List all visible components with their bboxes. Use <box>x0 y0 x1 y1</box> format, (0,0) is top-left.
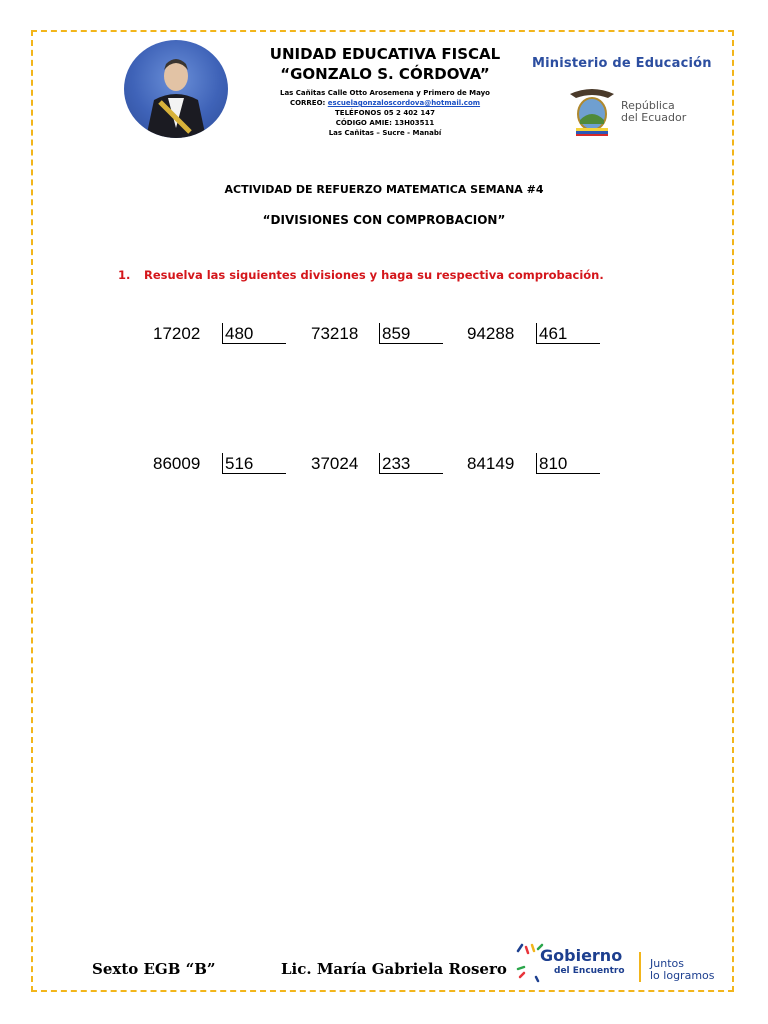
division-problem <box>467 323 568 345</box>
problem-row-1 <box>0 323 768 347</box>
dividend: 17202 <box>153 324 201 343</box>
divisor: 859 <box>379 323 443 344</box>
division-problem <box>153 453 254 475</box>
divisor: 810 <box>536 453 600 474</box>
division-problem <box>153 323 254 345</box>
dividend: 37024 <box>311 454 359 473</box>
dividend: 94288 <box>467 324 515 343</box>
teacher-name: Lic. María Gabriela Rosero <box>281 960 507 978</box>
slogan-line1: Juntos <box>650 957 684 970</box>
email-link[interactable]: escuelagonzaloscordova@hotmail.com <box>327 99 481 107</box>
divisor: 461 <box>536 323 600 344</box>
school-email-line <box>240 98 530 108</box>
dividend: 73218 <box>311 324 359 343</box>
school-amie: CÓDIGO AMIE: 13H03511 <box>335 119 435 127</box>
division-problem <box>311 453 411 475</box>
divisor: 233 <box>379 453 443 474</box>
email-label: CORREO: <box>289 99 326 107</box>
school-name: UNIDAD EDUCATIVA FISCAL <box>269 45 501 63</box>
page-border <box>31 30 734 992</box>
divisor: 516 <box>222 453 286 474</box>
division-problem <box>467 453 568 475</box>
divisor: 480 <box>222 323 286 344</box>
instruction <box>118 268 604 282</box>
republic-line2: del Ecuador <box>621 111 687 124</box>
school-location: Las Cañitas – Sucre - Manabí <box>328 129 442 137</box>
slogan-line2: lo logramos <box>650 969 715 982</box>
gobierno-word: Gobierno <box>540 946 623 965</box>
school-address: Las Cañitas Calle Otto Arosemena y Primero de Mayo <box>280 89 490 97</box>
dividend: 86009 <box>153 454 201 473</box>
ecuador-coat-of-arms-icon <box>566 84 618 136</box>
problem-row-2 <box>0 453 768 477</box>
instruction-text: Resuelva las siguientes divisiones y haga su respectiva comprobación. <box>144 268 604 282</box>
dividend: 84149 <box>467 454 515 473</box>
activity-subtitle: “DIVISIONES CON COMPROBACION” <box>262 213 506 227</box>
founder-portrait <box>124 40 228 138</box>
school-patron: “GONZALO S. CÓRDOVA” <box>280 65 490 83</box>
republic-logo-text <box>621 100 686 124</box>
logo-divider <box>639 952 641 982</box>
division-problem <box>311 323 411 345</box>
slogan <box>650 958 715 982</box>
school-phones: TELÉFONOS 05 2 402 147 <box>335 109 435 117</box>
gobierno-sub: del Encuentro <box>554 966 625 976</box>
republic-line1: República <box>621 99 675 112</box>
instruction-number: 1. <box>118 268 131 282</box>
grade-label: Sexto EGB “B” <box>92 960 216 978</box>
activity-title: ACTIVIDAD DE REFUERZO MATEMATICA SEMANA #4 <box>224 183 544 196</box>
school-header <box>240 44 530 138</box>
ministry-logo-text: Ministerio de Educación <box>532 56 712 71</box>
